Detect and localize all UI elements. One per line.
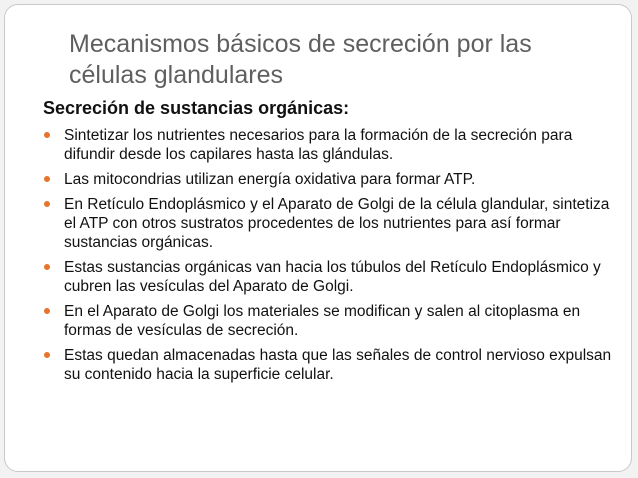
bullet-dot-icon <box>44 176 50 182</box>
bullet-list <box>43 126 618 390</box>
bullet-item <box>43 126 618 164</box>
section-heading: Secreción de sustancias orgánicas: <box>43 98 350 118</box>
slide-title: Mecanismos básicos de secreción por las células glandulares <box>69 30 532 89</box>
slide <box>4 4 632 472</box>
bullet-dot-icon <box>44 132 50 138</box>
bullet-text: Sintetizar los nutrientes necesarios para la formación de la secreción para difundir desde los capilares hasta las glándulas. <box>64 127 573 163</box>
bullet-text: En Retículo Endoplásmico y el Aparato de Golgi de la célula glandular, sintetiza el ATP con otros sustratos procedentes de los nutrientes para así formar sustancias orgánicas. <box>64 196 610 251</box>
bullet-text: Las mitocondrias utilizan energía oxidativa para formar ATP. <box>64 171 476 188</box>
bullet-item <box>43 170 618 189</box>
bullet-text: Estas quedan almacenadas hasta que las señales de control nervioso expulsan su contenido hacia la superficie celular. <box>64 347 612 383</box>
bullet-item <box>43 258 618 296</box>
bullet-item <box>43 195 618 252</box>
bullet-item <box>43 302 618 340</box>
bullet-dot-icon <box>44 201 50 207</box>
bullet-dot-icon <box>44 264 50 270</box>
bullet-text: Estas sustancias orgánicas van hacia los túbulos del Retículo Endoplásmico y cubren las vesículas del Aparato de Golgi. <box>64 259 601 295</box>
bullet-dot-icon <box>44 308 50 314</box>
bullet-item <box>43 346 618 384</box>
bullet-text: En el Aparato de Golgi los materiales se modifican y salen al citoplasma en formas de vesículas de secreción. <box>64 303 581 339</box>
bullet-dot-icon <box>44 352 50 358</box>
